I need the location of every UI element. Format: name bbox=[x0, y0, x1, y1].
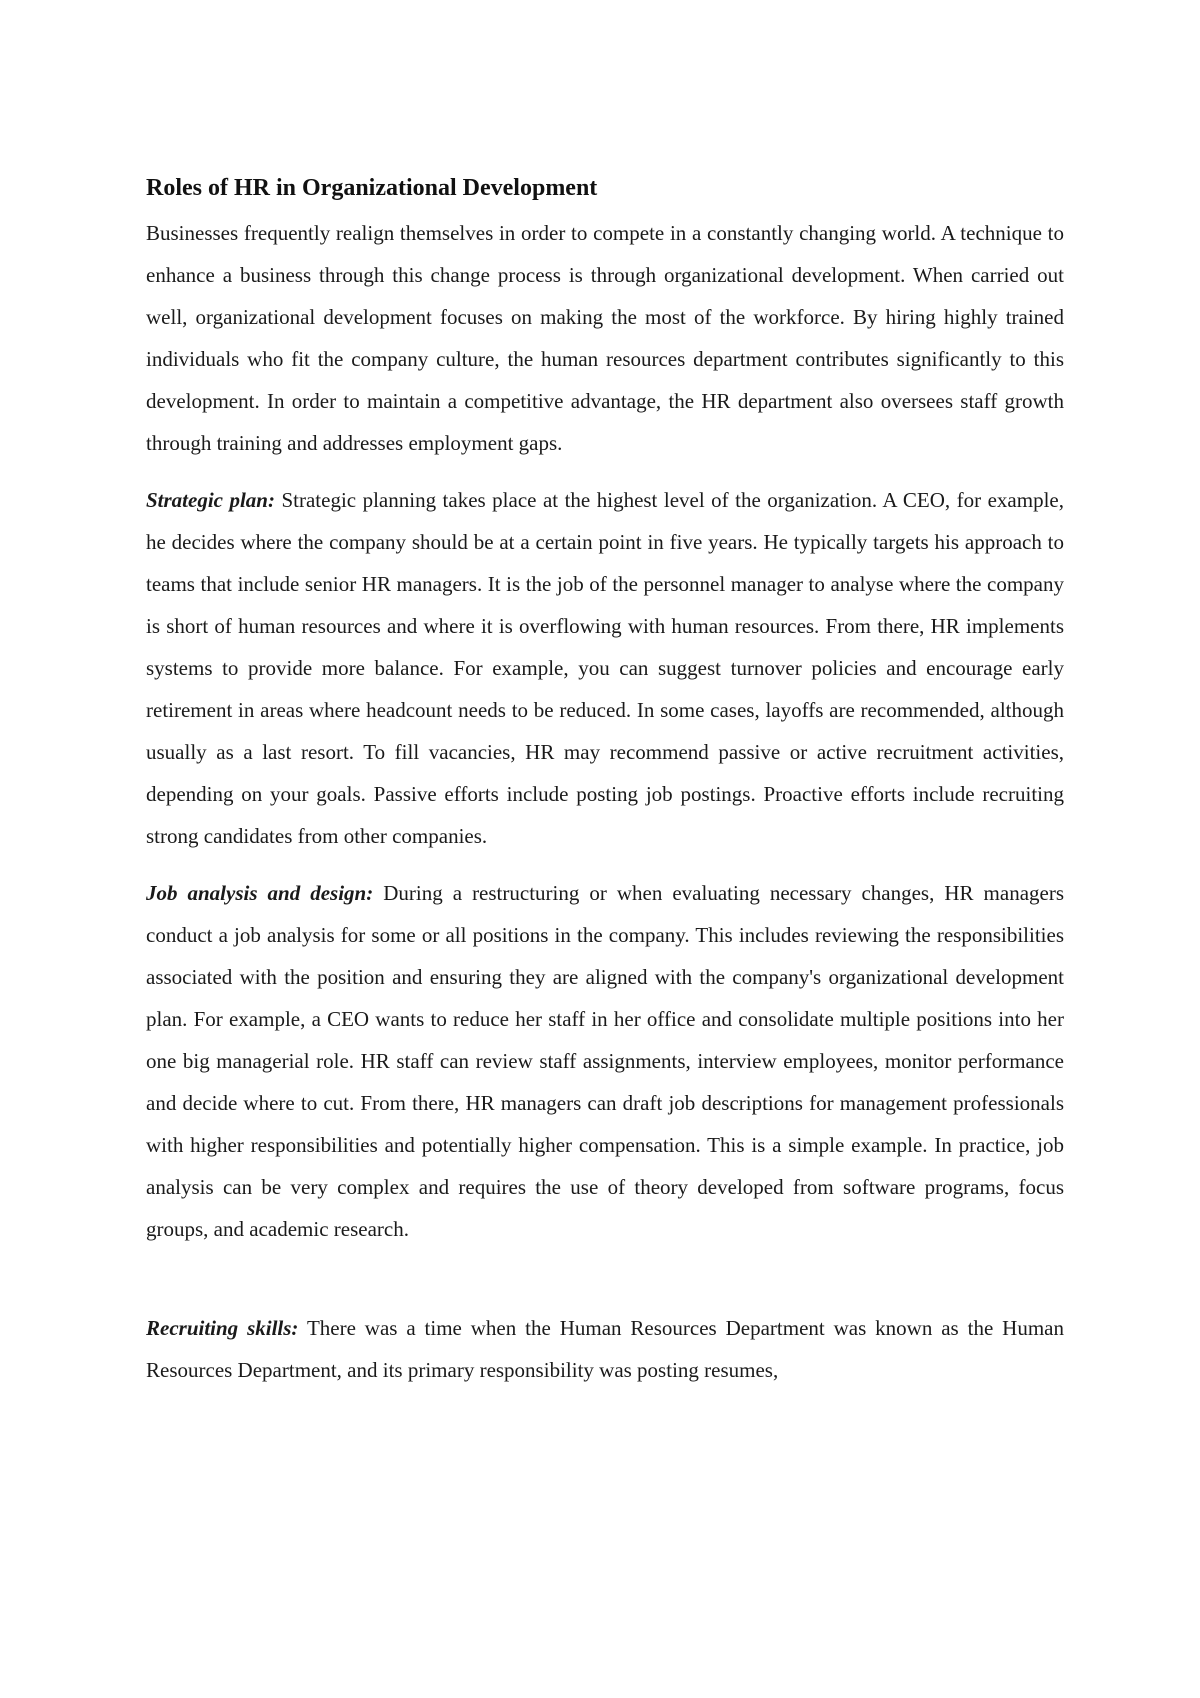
document-body bbox=[146, 170, 1064, 1406]
job-analysis-heading: Job analysis and design: bbox=[146, 881, 374, 905]
strategic-plan-paragraph bbox=[146, 479, 1064, 857]
recruiting-skills-paragraph bbox=[146, 1307, 1064, 1391]
job-analysis-text: During a restructuring or when evaluating necessary changes, HR managers conduct a job analysis for some or all positions in the company. This includes reviewing the responsibilities associated with the position and ensuring they are aligned with the company's organizational development plan. For example, a CEO wants to reduce her staff in her office and consolidate multiple positions into her one big managerial role. HR staff can review staff assignments, interview employees, monitor performance and decide where to cut. From there, HR managers can draft job descriptions for management professionals with higher responsibilities and potentially higher compensation. This is a simple example. In practice, job analysis can be very complex and requires the use of theory developed from software programs, focus groups, and academic research. bbox=[146, 881, 1064, 1241]
intro-paragraph: Businesses frequently realign themselves in order to compete in a constantly changing world. A technique to enhance a business through this change process is through organizational development. When carried out well, organizational development focuses on making the most of the workforce. By hiring highly trained individuals who fit the company culture, the human resources department contributes significantly to this development. In order to maintain a competitive advantage, the HR department also oversees staff growth through training and addresses employment gaps. bbox=[146, 221, 1064, 455]
document-title: Roles of HR in Organizational Development bbox=[146, 175, 598, 201]
strategic-plan-heading: Strategic plan: bbox=[146, 488, 275, 512]
paragraph-gap bbox=[146, 1265, 1064, 1307]
recruiting-skills-heading: Recruiting skills: bbox=[146, 1316, 299, 1340]
strategic-plan-text: Strategic planning takes place at the highest level of the organization. A CEO, for example, he decides where the company should be at a certain point in five years. He typically targets his approach to teams that include senior HR managers. It is the job of the personnel manager to analyse where the company is short of human resources and where it is overflowing with human resources. From there, HR implements systems to provide more balance. For example, you can suggest turnover policies and encourage early retirement in areas where headcount needs to be reduced. In some cases, layoffs are recommended, although usually as a last resort. To fill vacancies, HR may recommend passive or active recruitment activities, depending on your goals. Passive efforts include posting job postings. Proactive efforts include recruiting strong candidates from other companies. bbox=[146, 488, 1064, 848]
recruiting-skills-text: There was a time when the Human Resources Department was known as the Human Resources Department, and its primary responsibility was posting resumes, bbox=[146, 1316, 1064, 1382]
job-analysis-paragraph bbox=[146, 872, 1064, 1250]
